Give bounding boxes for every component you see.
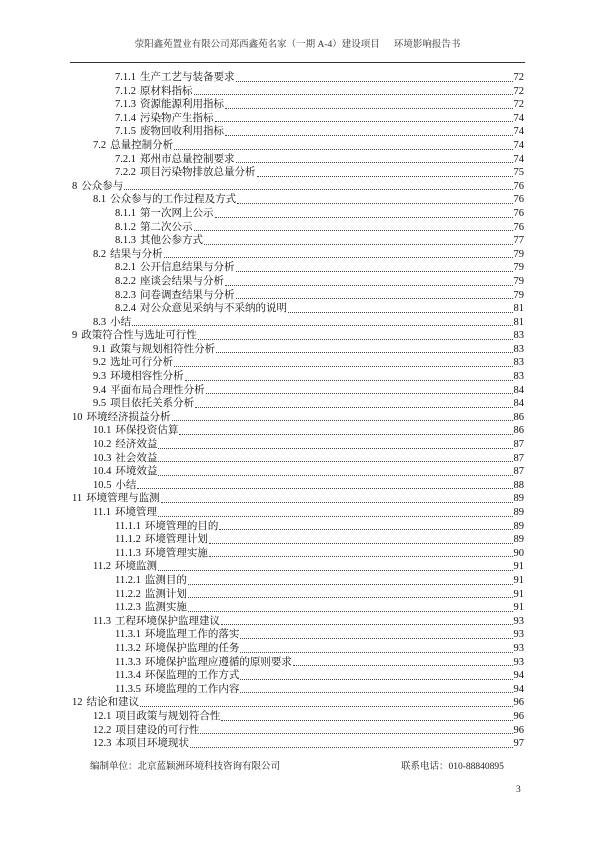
toc-entry-number: 8.2.2 <box>115 275 136 287</box>
toc-leader-dots <box>215 217 513 218</box>
toc-entry-title: 环境相容性分析 <box>110 371 184 383</box>
toc-entry <box>72 248 524 262</box>
toc-leader-dots <box>188 597 513 598</box>
toc-entry-page: 91 <box>513 588 524 600</box>
toc-entry-number: 11.1 <box>93 507 111 518</box>
toc-entry-page: 76 <box>513 180 524 192</box>
toc-entry <box>72 696 524 710</box>
toc-entry-number: 11.1.3 <box>115 547 141 559</box>
toc-leader-dots <box>188 584 513 585</box>
toc-entry-page: 74 <box>513 112 524 124</box>
toc-entry <box>72 506 524 520</box>
toc-entry-title: 社会效益 <box>115 452 158 464</box>
toc-entry-title: 环境监测 <box>115 561 157 573</box>
toc-entry <box>72 207 524 221</box>
toc-entry-title: 项目依托关系分析 <box>110 398 195 410</box>
footer-compiling-unit: 编制单位：北京蓝颖洲环境科技咨询有限公司 <box>90 762 281 772</box>
toc-entry-title: 本项目环境现状 <box>115 738 189 750</box>
toc-leader-dots <box>204 244 513 245</box>
toc-entry <box>72 85 524 99</box>
toc-entry-page: 83 <box>513 343 524 355</box>
toc-entry-title: 座谈会结果与分析 <box>140 275 224 287</box>
toc-entry-page: 84 <box>513 398 524 410</box>
toc-entry <box>72 683 524 697</box>
toc-entry-title: 环境经济损益分析 <box>86 411 171 423</box>
toc-entry <box>72 737 524 751</box>
toc-entry <box>72 356 524 370</box>
toc-entry-number: 9.3 <box>93 371 107 383</box>
toc-entry-number: 7.2.2 <box>115 167 136 179</box>
toc-entry-title: 第二次公示 <box>140 221 193 233</box>
toc-entry <box>72 112 524 126</box>
toc-entry-page: 84 <box>513 384 524 396</box>
toc-entry-number: 7.2 <box>93 139 107 151</box>
toc-entry-number: 11.2.2 <box>115 588 141 600</box>
toc-entry-number: 11.2 <box>93 561 111 573</box>
toc-leader-dots <box>216 352 512 353</box>
toc-entry-page: 97 <box>513 738 524 750</box>
toc-entry-number: 8.2 <box>93 248 107 260</box>
toc-entry-page: 79 <box>513 248 524 260</box>
toc-leader-dots <box>215 121 513 122</box>
toc-entry-number: 8.3 <box>93 316 107 328</box>
toc-leader-dots <box>225 135 513 136</box>
toc-entry-title: 经济效益 <box>115 439 158 451</box>
toc-entry <box>72 424 524 438</box>
toc-entry-title: 环境监理工作的落实 <box>144 629 240 641</box>
toc-entry-number: 12.2 <box>93 724 112 736</box>
toc-entry-title: 环境效益 <box>115 466 158 478</box>
toc-entry <box>72 411 524 425</box>
toc-entry-page: 81 <box>513 303 524 315</box>
toc-entry-page: 94 <box>513 683 524 695</box>
toc-entry-title: 资源能源利用指标 <box>140 99 224 111</box>
toc-leader-dots <box>240 679 512 680</box>
toc-entry <box>72 628 524 642</box>
toc-leader-dots <box>132 325 512 326</box>
toc-entry-title: 项目建设的可行性 <box>115 724 200 736</box>
toc-entry <box>72 71 524 85</box>
toc-entry-number: 11.3.4 <box>115 670 141 682</box>
toc-entry-page: 86 <box>513 425 524 437</box>
toc-entry <box>72 615 524 629</box>
toc-entry-number: 7.2.1 <box>115 153 136 165</box>
toc-entry <box>72 153 524 167</box>
toc-leader-dots <box>209 543 513 544</box>
toc-entry-page: 72 <box>513 99 524 111</box>
toc-entry <box>72 370 524 384</box>
toc-entry-page: 89 <box>513 493 524 505</box>
toc-entry-title: 环境管理 <box>115 507 157 518</box>
toc-entry <box>72 669 524 683</box>
toc-leader-dots <box>137 488 512 489</box>
toc-entry-title: 环境管理与监测 <box>86 493 160 505</box>
toc-entry-page: 81 <box>513 316 524 328</box>
toc-entry-page: 91 <box>513 574 524 586</box>
toc-leader-dots <box>161 502 513 503</box>
toc-leader-dots <box>124 189 512 190</box>
toc-entry-page: 93 <box>513 642 524 654</box>
toc-leader-dots <box>195 407 512 408</box>
toc-entry-title: 环保投资估算 <box>115 425 179 437</box>
toc-entry <box>72 125 524 139</box>
toc-entry-title: 项目污染物排放总量分析 <box>140 167 256 179</box>
toc-entry <box>72 139 524 153</box>
toc-entry-page: 74 <box>513 126 524 138</box>
toc-entry-page: 83 <box>513 371 524 383</box>
toc-leader-dots <box>158 475 512 476</box>
toc-entry <box>72 547 524 561</box>
toc-leader-dots <box>158 570 513 571</box>
toc-leader-dots <box>236 162 513 163</box>
toc-entry-title: 其他公参方式 <box>140 235 203 247</box>
toc-entry-number: 10.5 <box>93 479 112 491</box>
toc-entry-title: 总量控制分析 <box>110 139 174 151</box>
toc-leader-dots <box>221 720 512 721</box>
toc-entry-number: 9.5 <box>93 398 107 410</box>
toc-entry <box>72 180 524 194</box>
toc-entry-number: 10.3 <box>93 452 112 464</box>
toc-entry-number: 8 <box>72 180 78 192</box>
toc-entry-title: 工程环境保护监理建议 <box>115 615 220 627</box>
toc-entry <box>72 384 524 398</box>
toc-entry-page: 72 <box>513 72 524 83</box>
toc-entry-page: 91 <box>513 561 524 573</box>
toc-entry <box>72 397 524 411</box>
toc-entry-number: 11.2.3 <box>115 602 141 614</box>
toc-entry-title: 政策与规划相符性分析 <box>110 343 216 355</box>
document-header <box>70 38 525 52</box>
toc-leader-dots <box>174 149 512 150</box>
toc-entry-number: 7.1.1 <box>115 72 136 83</box>
header-project-title: 荥阳鑫苑置业有限公司郑西鑫苑名家（一期 A-4）建设项目 <box>134 40 380 50</box>
toc-entry <box>72 656 524 670</box>
toc-entry-title: 政策符合性与选址可行性 <box>81 330 197 342</box>
toc-leader-dots <box>257 176 513 177</box>
toc-entry-title: 环境管理计划 <box>144 534 208 546</box>
toc-entry-page: 96 <box>513 724 524 736</box>
toc-entry-page: 96 <box>513 697 524 709</box>
toc-entry-title: 环境保护监理应遵循的原则要求 <box>144 656 292 668</box>
toc-entry-number: 11 <box>72 493 83 505</box>
toc-entry-number: 7.1.4 <box>115 112 136 124</box>
toc-entry-page: 90 <box>513 547 524 559</box>
toc-entry-title: 问卷调查结果与分析 <box>140 289 235 301</box>
toc-entry-number: 8.1.1 <box>115 207 136 219</box>
toc-leader-dots <box>188 611 513 612</box>
toc-entry-number: 11.3.2 <box>115 642 141 654</box>
toc-entry-title: 环境保护监理的任务 <box>144 642 240 654</box>
toc-entry-title: 对公众意见采纳与不采纳的说明 <box>140 303 287 315</box>
toc-entry-number: 8.2.4 <box>115 303 136 315</box>
toc-entry-title: 废物回收利用指标 <box>140 126 224 138</box>
toc-entry-page: 96 <box>513 710 524 722</box>
toc-entry <box>72 193 524 207</box>
toc-leader-dots <box>158 516 513 517</box>
toc-entry-page: 89 <box>513 534 524 546</box>
toc-entry-page: 83 <box>513 357 524 369</box>
toc-entry-title: 原材料指标 <box>140 85 193 97</box>
toc-entry <box>72 601 524 615</box>
toc-entry-number: 8.2.3 <box>115 289 136 301</box>
toc-entry-page: 93 <box>513 629 524 641</box>
toc-entry-page: 79 <box>513 275 524 287</box>
toc-entry <box>72 98 524 112</box>
toc-entry-page: 87 <box>513 466 524 478</box>
toc-entry-page: 76 <box>513 194 524 206</box>
toc-entry-number: 9.2 <box>93 357 107 369</box>
toc-entry-title: 第一次网上公示 <box>140 207 214 219</box>
toc-entry-title: 结果与分析 <box>110 248 163 260</box>
header-report-type: 环境影响报告书 <box>393 40 461 50</box>
toc-entry <box>72 329 524 343</box>
toc-entry-page: 72 <box>513 85 524 97</box>
toc-entry-number: 11.2.1 <box>115 574 141 586</box>
toc-leader-dots <box>164 257 513 258</box>
toc-entry-title: 公众参与 <box>81 180 124 192</box>
toc-entry-title: 监测实施 <box>144 602 187 614</box>
toc-entry-page: 86 <box>513 411 524 423</box>
toc-leader-dots <box>293 665 513 666</box>
toc-leader-dots <box>190 747 513 748</box>
toc-leader-dots <box>194 230 513 231</box>
toc-entry-number: 11.3 <box>93 615 111 627</box>
toc-entry-number: 12.1 <box>93 710 112 722</box>
toc-leader-dots <box>158 461 512 462</box>
toc-entry-number: 12.3 <box>93 738 112 750</box>
toc-leader-dots <box>194 94 513 95</box>
toc-entry <box>72 221 524 235</box>
toc-entry-page: 93 <box>513 656 524 668</box>
toc-entry <box>72 465 524 479</box>
toc-leader-dots <box>158 448 512 449</box>
toc-entry-number: 11.1.2 <box>115 534 141 546</box>
toc-entry <box>72 261 524 275</box>
toc-entry-number: 8.1.2 <box>115 221 136 233</box>
toc-entry-number: 11.3.1 <box>115 629 141 641</box>
toc-entry-title: 监测目的 <box>144 574 187 586</box>
toc-entry <box>72 316 524 330</box>
toc-entry-number: 9.4 <box>93 384 107 396</box>
toc-leader-dots <box>185 380 513 381</box>
toc-entry-page: 88 <box>513 479 524 491</box>
toc-entry <box>72 479 524 493</box>
toc-entry-page: 91 <box>513 602 524 614</box>
toc-entry-number: 10.1 <box>93 425 112 437</box>
toc-entry-title: 选址可行分析 <box>110 357 174 369</box>
toc-leader-dots <box>140 706 513 707</box>
toc-entry-page: 89 <box>513 520 524 532</box>
toc-entry-title: 平面布局合理性分析 <box>110 384 205 396</box>
toc-entry-title: 公开信息结果与分析 <box>140 262 235 274</box>
toc-entry-page: 74 <box>513 139 524 151</box>
toc-entry-page: 87 <box>513 439 524 451</box>
toc-entry <box>72 302 524 316</box>
toc-entry-number: 9.1 <box>93 343 107 355</box>
toc-entry-number: 8.2.1 <box>115 262 136 274</box>
toc-entry-number: 11.1.1 <box>115 520 141 532</box>
toc-leader-dots <box>206 393 513 394</box>
toc-entry-number: 10 <box>72 411 83 423</box>
toc-entry-title: 项目政策与规划符合性 <box>115 710 221 722</box>
toc-leader-dots <box>172 420 513 421</box>
toc-entry-number: 10.4 <box>93 466 112 478</box>
toc-entry <box>72 166 524 180</box>
toc-leader-dots <box>209 556 513 557</box>
toc-leader-dots <box>240 638 512 639</box>
page-number: 3 <box>516 785 521 795</box>
toc-entry-title: 郑州市总量控制要求 <box>140 153 235 165</box>
toc-entry <box>72 724 524 738</box>
toc-entry <box>72 560 524 574</box>
toc-leader-dots <box>236 81 513 82</box>
toc-entry <box>72 234 524 248</box>
toc-leader-dots <box>200 733 512 734</box>
toc-entry-page: 79 <box>513 289 524 301</box>
toc-entry-page: 89 <box>513 507 524 518</box>
toc-entry <box>72 520 524 534</box>
toc-leader-dots <box>240 692 512 693</box>
toc-entry-title: 小结 <box>115 479 137 491</box>
toc-entry-title: 污染物产生指标 <box>140 112 214 124</box>
toc-entry-title: 监测计划 <box>144 588 187 600</box>
toc-entry <box>72 588 524 602</box>
toc-entry <box>72 710 524 724</box>
toc-leader-dots <box>288 312 513 313</box>
toc-entry <box>72 574 524 588</box>
toc-entry-title: 环境管理的目的 <box>144 520 219 532</box>
toc-leader-dots <box>236 271 513 272</box>
toc-entry-title: 小结 <box>110 316 132 328</box>
toc-entry-number: 9 <box>72 330 78 342</box>
toc-entry-number: 8.1.3 <box>115 235 136 247</box>
toc-entry-page: 93 <box>513 615 524 627</box>
toc-entry-page: 76 <box>513 221 524 233</box>
toc-entry-page: 77 <box>513 235 524 247</box>
table-of-contents <box>72 71 524 751</box>
toc-leader-dots <box>174 366 512 367</box>
toc-entry <box>72 533 524 547</box>
toc-leader-dots <box>221 624 513 625</box>
toc-leader-dots <box>240 652 512 653</box>
toc-leader-dots <box>179 434 512 435</box>
toc-entry <box>72 343 524 357</box>
toc-leader-dots <box>225 285 513 286</box>
toc-leader-dots <box>237 203 512 204</box>
toc-leader-dots <box>198 339 513 340</box>
toc-entry-number: 7.1.3 <box>115 99 136 111</box>
toc-entry <box>72 452 524 466</box>
toc-entry-title: 结论和建议 <box>86 697 139 709</box>
toc-leader-dots <box>219 529 512 530</box>
toc-entry-number: 8.1 <box>93 194 107 206</box>
footer-contact-phone: 联系电话：010-88840895 <box>401 762 504 772</box>
toc-entry-number: 11.3.5 <box>115 683 141 695</box>
toc-entry-title: 环保监理的工作方式 <box>144 670 240 682</box>
toc-entry-title: 环境管理实施 <box>144 547 208 559</box>
toc-entry-number: 10.2 <box>93 439 112 451</box>
toc-entry-number: 11.3.3 <box>115 656 141 668</box>
toc-entry-page: 94 <box>513 670 524 682</box>
toc-entry-number: 7.1.2 <box>115 85 136 97</box>
toc-entry-page: 87 <box>513 452 524 464</box>
toc-leader-dots <box>225 108 513 109</box>
header-rule <box>70 62 525 63</box>
toc-entry <box>72 492 524 506</box>
toc-entry-page: 74 <box>513 153 524 165</box>
toc-entry-title: 环境监理的工作内容 <box>144 683 240 695</box>
toc-entry-number: 7.1.5 <box>115 126 136 138</box>
toc-entry <box>72 438 524 452</box>
toc-entry-title: 公众参与的工作过程及方式 <box>110 194 237 206</box>
toc-entry-page: 83 <box>513 330 524 342</box>
toc-entry-page: 75 <box>513 167 524 179</box>
toc-entry <box>72 275 524 289</box>
toc-entry-title: 生产工艺与装备要求 <box>140 72 235 83</box>
toc-entry <box>72 289 524 303</box>
toc-entry-number: 12 <box>72 697 83 709</box>
toc-leader-dots <box>236 298 513 299</box>
toc-entry <box>72 642 524 656</box>
toc-entry-page: 79 <box>513 262 524 274</box>
toc-entry-page: 76 <box>513 207 524 219</box>
